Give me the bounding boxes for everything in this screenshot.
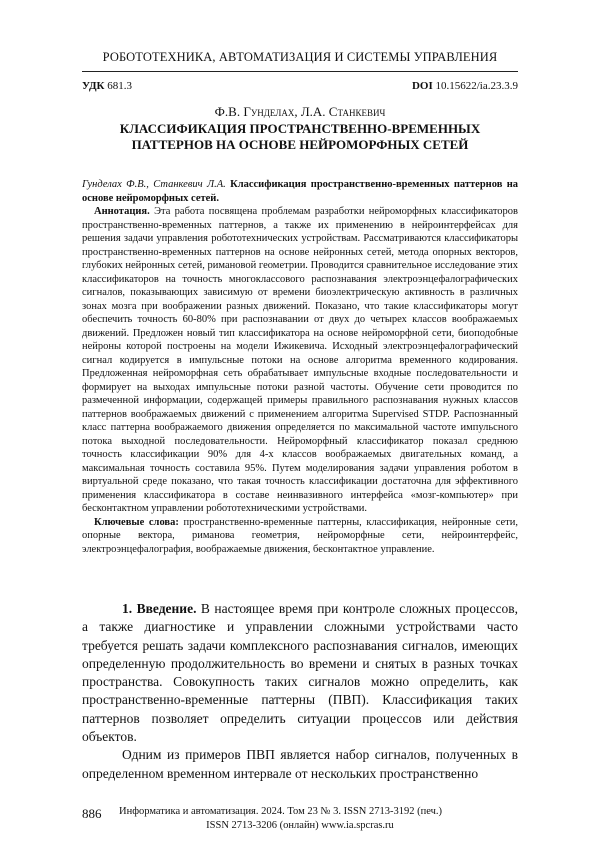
udk-value: 681.3 <box>107 80 133 92</box>
title-line: КЛАССИФИКАЦИЯ ПРОСТРАНСТВЕННО-ВРЕМЕННЫХ <box>119 121 481 136</box>
footer-issn-online: ISSN 2713-3206 (онлайн) www.ia.spcras.ru <box>206 820 394 831</box>
citation-title: Классификация пространственно-временных паттернов на основе нейроморфных сетей. <box>82 179 519 204</box>
abstract <box>82 205 518 516</box>
introduction-section <box>82 600 518 783</box>
citation <box>82 178 518 205</box>
keywords-text: пространственно-временные паттерны, классификация, нейронные сети, опорные вектора, риманова геометрия, нейроморфные сети, нейроинтерфейс, электроэнцефалография, воображаемые движения, бесконтактное управление. <box>82 516 519 555</box>
footer-journal-info: Информатика и автоматизация. 2024. Том 23 № 3. ISSN 2713-3192 (печ.) <box>119 806 443 817</box>
udk-code <box>82 80 132 92</box>
intro-paragraph-1-text: В настоящее время при контроле сложных процессов, а также диагностике и управлении сложными устройствами часто требуется решать задачи комплексного распознавания сигналов, имеющих определенную продолжительность во времени и снятых в разных точках пространства. Совокупность таких сигналов можно определить, как пространственно-временные паттерны (ПВП). Классификация таких паттернов позволяет определить ситуации процессов или действия объектов. <box>82 601 519 745</box>
journal-section-header: РОБОТОТЕХНИКА, АВТОМАТИЗАЦИЯ И СИСТЕМЫ УПРАВЛЕНИЯ <box>102 50 498 64</box>
title-line: ПАТТЕРНОВ НА ОСНОВЕ НЕЙРОМОРФНЫХ СЕТЕЙ <box>131 137 469 152</box>
keywords <box>82 516 518 557</box>
intro-paragraph-1 <box>82 600 518 746</box>
author-list: Ф.В. Гунделах, Л.А. Станкевич <box>214 104 386 119</box>
doi <box>412 80 518 92</box>
page-number: 886 <box>82 806 102 821</box>
intro-paragraph-2: Одним из примеров ПВП является набор сигналов, полученных в определенном временном интервале от нескольких пространственно <box>82 747 518 781</box>
keywords-label: Ключевые слова: <box>94 516 179 528</box>
doi-label: DOI <box>411 80 433 92</box>
doi-value: 10.15622/ia.23.3.9 <box>435 80 518 92</box>
paper-title <box>82 121 518 153</box>
abstract-block <box>82 178 518 556</box>
header-divider <box>82 71 518 72</box>
udk-label: УДК <box>82 80 105 92</box>
intro-heading: 1. Введение. <box>122 601 197 616</box>
abstract-label: Аннотация. <box>94 206 150 217</box>
citation-authors: Гунделах Ф.В., Станкевич Л.А. <box>82 179 226 190</box>
abstract-text: Эта работа посвящена проблемам разработки нейроморфных классификаторов пространственно-временных паттернов, а также их применению в нейроинтерфейсах для решения задачи управления робототехнических устройствам. Рассматриваются классификаторы пространственно-временных паттернов на основе нейронных сетей, метода опорных векторов, глубоких нейронных сетей, римановой геометрии. Проводится сравнительное исследование этих классификаторов на точность многоклассового распознавания электроэнцефалографических сигналов, показывающих зависимую от времени биоэлектрическую активность в различных зонах мозга при воображении разных движений. Показано, что такие классификаторы могут обеспечить точность 60-80% при распознавании от двух до четырех классов воображаемых движений. Предложен новый тип классификатора на основе нейроморфной сети, биоподобные нейроны которой построены на модели Ижикевича. Исходный электроэнцефалографический сигнал кодируется в импульсные потоки на основе алгоритма временного кодирования. Предложенная нейроморфная сеть обрабатывает импульсные входные последовательности и формирует на выходах импульсные потоки разной частоты. Обучение сети проводится по размеченной информации, содержащей примеры правильного распознавания нужных классов паттернов воображаемых движений с применением алгоритма Supervised STDP. Распознанный класс паттерна воображаемого движения определяется по максимальной частоте импульсного потока выходной последовательности. Нейроморфный классификатор показал среднюю точность классификации 90% для 4-х классов воображаемых двигательных команд, а максимальная точность составила 95%. Путем моделирования задачи управления роботом в виртуальной среде показано, что такая точность классификации достаточна для эффективного применения классификатора в составе неинвазивного интерфейса «мозг-компьютер» при бесконтактном управлении робототехническими устройствами. <box>82 206 519 514</box>
